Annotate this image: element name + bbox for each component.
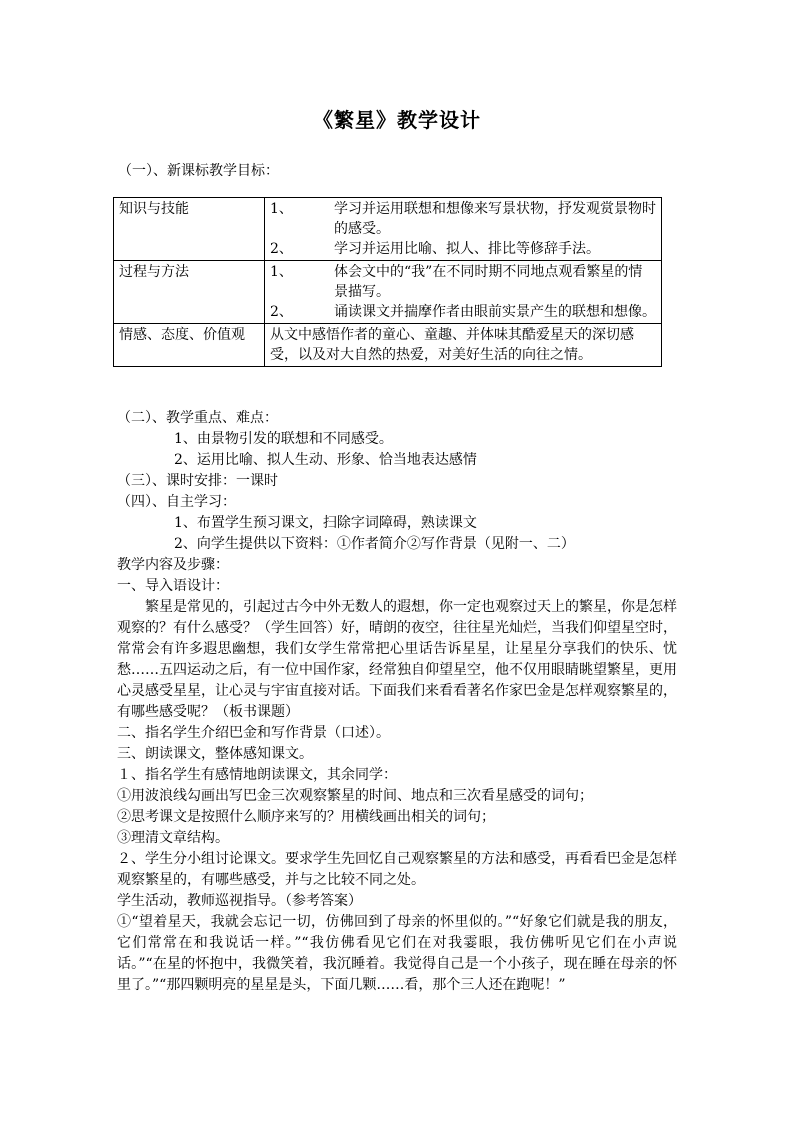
section-heading-keypoints: （二）、教学重点、难点： (117, 410, 278, 426)
goal-category: 过程与方法 (114, 261, 265, 324)
step-heading: 三、朗读课文，整体感知课文。 (117, 746, 313, 762)
lesson-steps (117, 555, 677, 996)
step-heading: 一、导入语设计： (117, 578, 229, 594)
goal-item (270, 302, 656, 322)
task-item: ③理清文章结构。 (117, 830, 229, 846)
list-item: 1、布置学生预习课文，扫除字词障碍，熟读课文 (174, 515, 477, 531)
goal-category: 情感、态度、价值观 (114, 324, 265, 367)
goal-item-number: 2、 (270, 304, 293, 320)
answer-paragraph: ①“望着星天，我就会忘记一切，仿佛回到了母亲的怀里似的。”“好象它们就是我的朋友，它们常常在和我说话一样。”“我仿佛看见它们在对我霎眼，我仿佛听见它们在小声说话。”“在星的怀抱中，我微笑着，我沉睡着。我觉得自己是一个小孩子，现在睡在母亲的怀里了。”“那四颗明亮的星星是头，下面几颗……看，那个三人还在跑呢！” (117, 914, 677, 993)
goals-table (113, 197, 662, 367)
activity-note: 学生活动，教师巡视指导。（参考答案） (117, 893, 362, 909)
goal-item-number: 2、 (270, 241, 293, 257)
section-heading-goals: （一）、新课标教学目标： (118, 163, 279, 179)
steps-heading: 教学内容及步骤： (117, 557, 229, 573)
list-item: 2、向学生提供以下资料：①作者简介②写作背景（见附一、二） (174, 536, 575, 552)
goal-item-number: 1、 (270, 201, 293, 217)
goal-content (265, 261, 662, 324)
step-heading: 二、指名学生介绍巴金和写作背景（口述）。 (117, 725, 390, 741)
goal-item-number: 1、 (270, 264, 293, 280)
goal-category: 知识与技能 (114, 198, 265, 261)
step-subheading: １、指名学生有感情地朗读课文，其余同学： (117, 767, 397, 783)
goal-item-text: 诵读课文并揣摩作者由眼前实景产生的联想和想像。 (334, 304, 656, 320)
step-subheading: ２、学生分小组讨论课文。要求学生先回忆自己观察繁星的方法和感受，再看看巴金是怎样观察繁星的，有哪些感受，并与之比较不同之处。 (117, 851, 677, 888)
section-heading-schedule: （三）、课时安排：一课时 (117, 473, 278, 489)
task-item: ②思考课文是按照什么顺序来写的？用横线画出相关的词句； (117, 809, 495, 825)
goal-item (270, 239, 656, 259)
intro-paragraph: 繁星是常见的，引起过古今中外无数人的遐想，你一定也观察过天上的繁星，你是怎样观察的？有什么感受？（学生回答）好，晴朗的夜空，往往星光灿烂，当我们仰望星空时，常常会有许多遐思幽想，我们女学生常常把心里话告诉星星，让星星分享我们的快乐、忧愁……五四运动之后，有一位中国作家，经常独自仰望星空，他不仅用眼睛眺望繁星，更用心灵感受星星，让心灵与宇宙直接对话。下面我们来看看著名作家巴金是怎样观察繁星的，有哪些感受呢？（板书课题） (117, 599, 677, 720)
section-heading-selfstudy: （四）、自主学习： (117, 494, 236, 510)
table-row (114, 324, 662, 367)
task-item: ①用波浪线勾画出写巴金三次观察繁星的时间、地点和三次看星感受的词句； (117, 788, 593, 804)
document-title: 《繁星》教学设计 (313, 108, 481, 132)
goal-item-text: 体会文中的“我”在不同时期不同地点观看繁星的情景描写。 (334, 264, 643, 300)
goal-item-text: 学习并运用联想和想像来写景状物，抒发观赏景物时的感受。 (334, 201, 656, 237)
list-item: 2、运用比喻、拟人生动、形象、恰当地表达感情 (174, 452, 477, 468)
goal-content: 从文中感悟作者的童心、童趣、并体味其酷爱星天的深切感受，以及对大自然的热爱，对美好生活的向往之情。 (265, 324, 662, 367)
goal-item (270, 262, 656, 302)
goal-item-text: 学习并运用比喻、拟人、排比等修辞手法。 (334, 241, 600, 257)
table-row (114, 261, 662, 324)
lesson-body (117, 408, 677, 555)
table-row (114, 198, 662, 261)
list-item: 1、由景物引发的联想和不同感受。 (174, 431, 393, 447)
goal-content (265, 198, 662, 261)
goal-item (270, 199, 656, 239)
